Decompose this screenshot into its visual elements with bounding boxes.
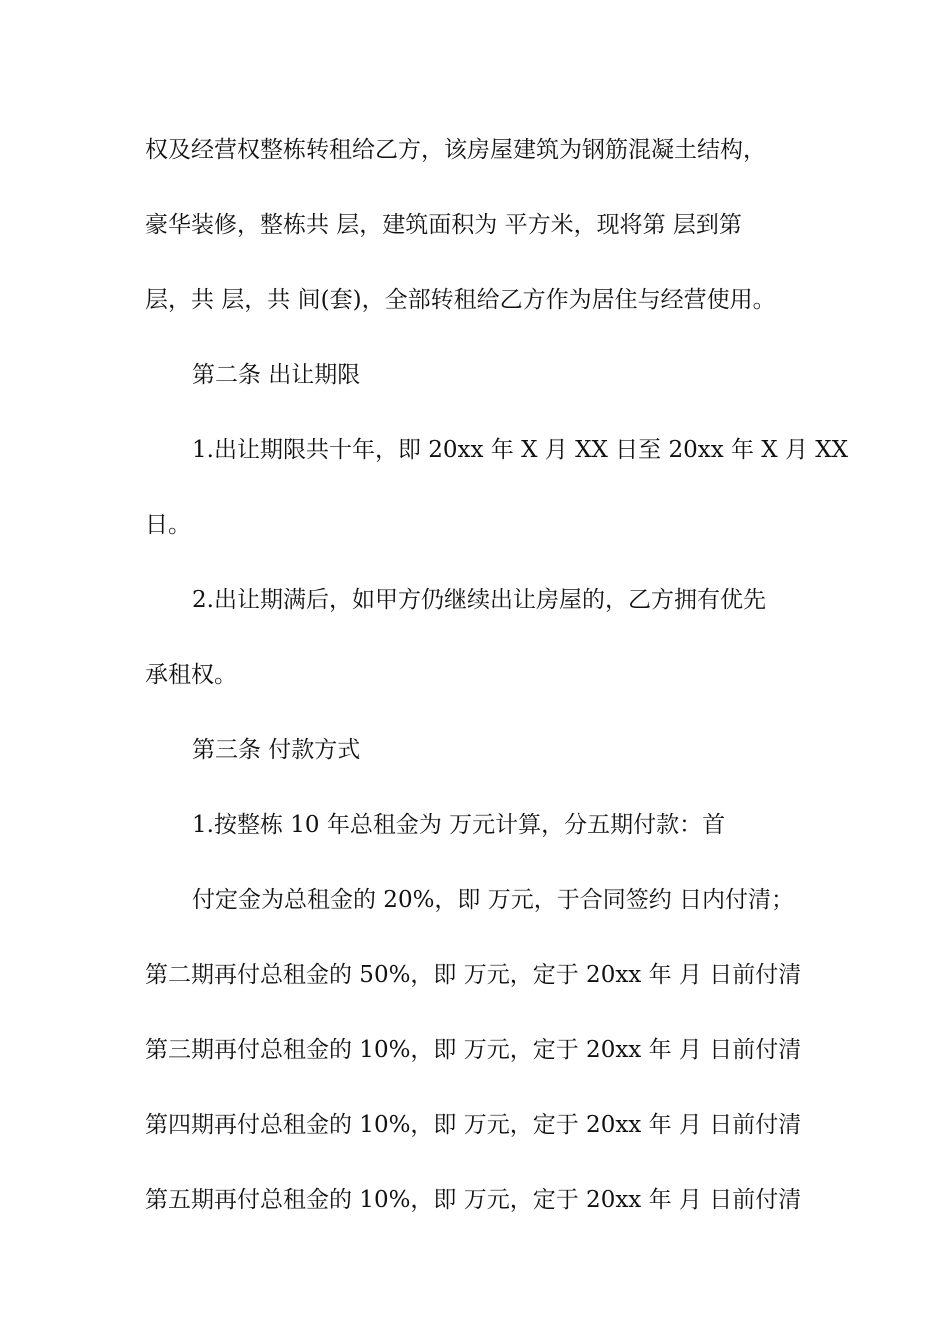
paragraph-line: 层，共 层，共 间(套)，全部转租给乙方作为居住与经营使用。 — [145, 287, 776, 313]
paragraph-line: 第四期再付总租金的 10%，即 万元，定于 20xx 年 月 日前付清 — [145, 1112, 802, 1138]
paragraph-line: 权及经营权整栋转租给乙方，该房屋建筑为钢筋混凝土结构， — [145, 137, 766, 163]
paragraph-line: 付定金为总租金的 20%，即 万元，于合同签约 日内付清； — [192, 887, 795, 913]
paragraph-line: 2.出让期满后，如甲方仍继续出让房屋的，乙方拥有优先 — [192, 587, 766, 613]
section-heading-term: 第二条 出让期限 — [192, 362, 361, 388]
paragraph-line: 1.出让期限共十年，即 20xx 年 X 月 XX 日至 20xx 年 X 月 XX — [192, 437, 849, 463]
section-heading-payment: 第三条 付款方式 — [192, 737, 361, 763]
paragraph-line: 第三期再付总租金的 10%，即 万元，定于 20xx 年 月 日前付清 — [145, 1037, 802, 1063]
paragraph-line: 承租权。 — [145, 662, 237, 688]
paragraph-line: 1.按整栋 10 年总租金为 万元计算，分五期付款：首 — [192, 812, 726, 838]
paragraph-line: 第二期再付总租金的 50%，即 万元，定于 20xx 年 月 日前付清 — [145, 962, 802, 988]
paragraph-line: 豪华装修，整栋共 层，建筑面积为 平方米，现将第 层到第 — [145, 212, 742, 238]
paragraph-line: 第五期再付总租金的 10%，即 万元，定于 20xx 年 月 日前付清 — [145, 1187, 802, 1213]
paragraph-line: 日。 — [145, 512, 191, 538]
